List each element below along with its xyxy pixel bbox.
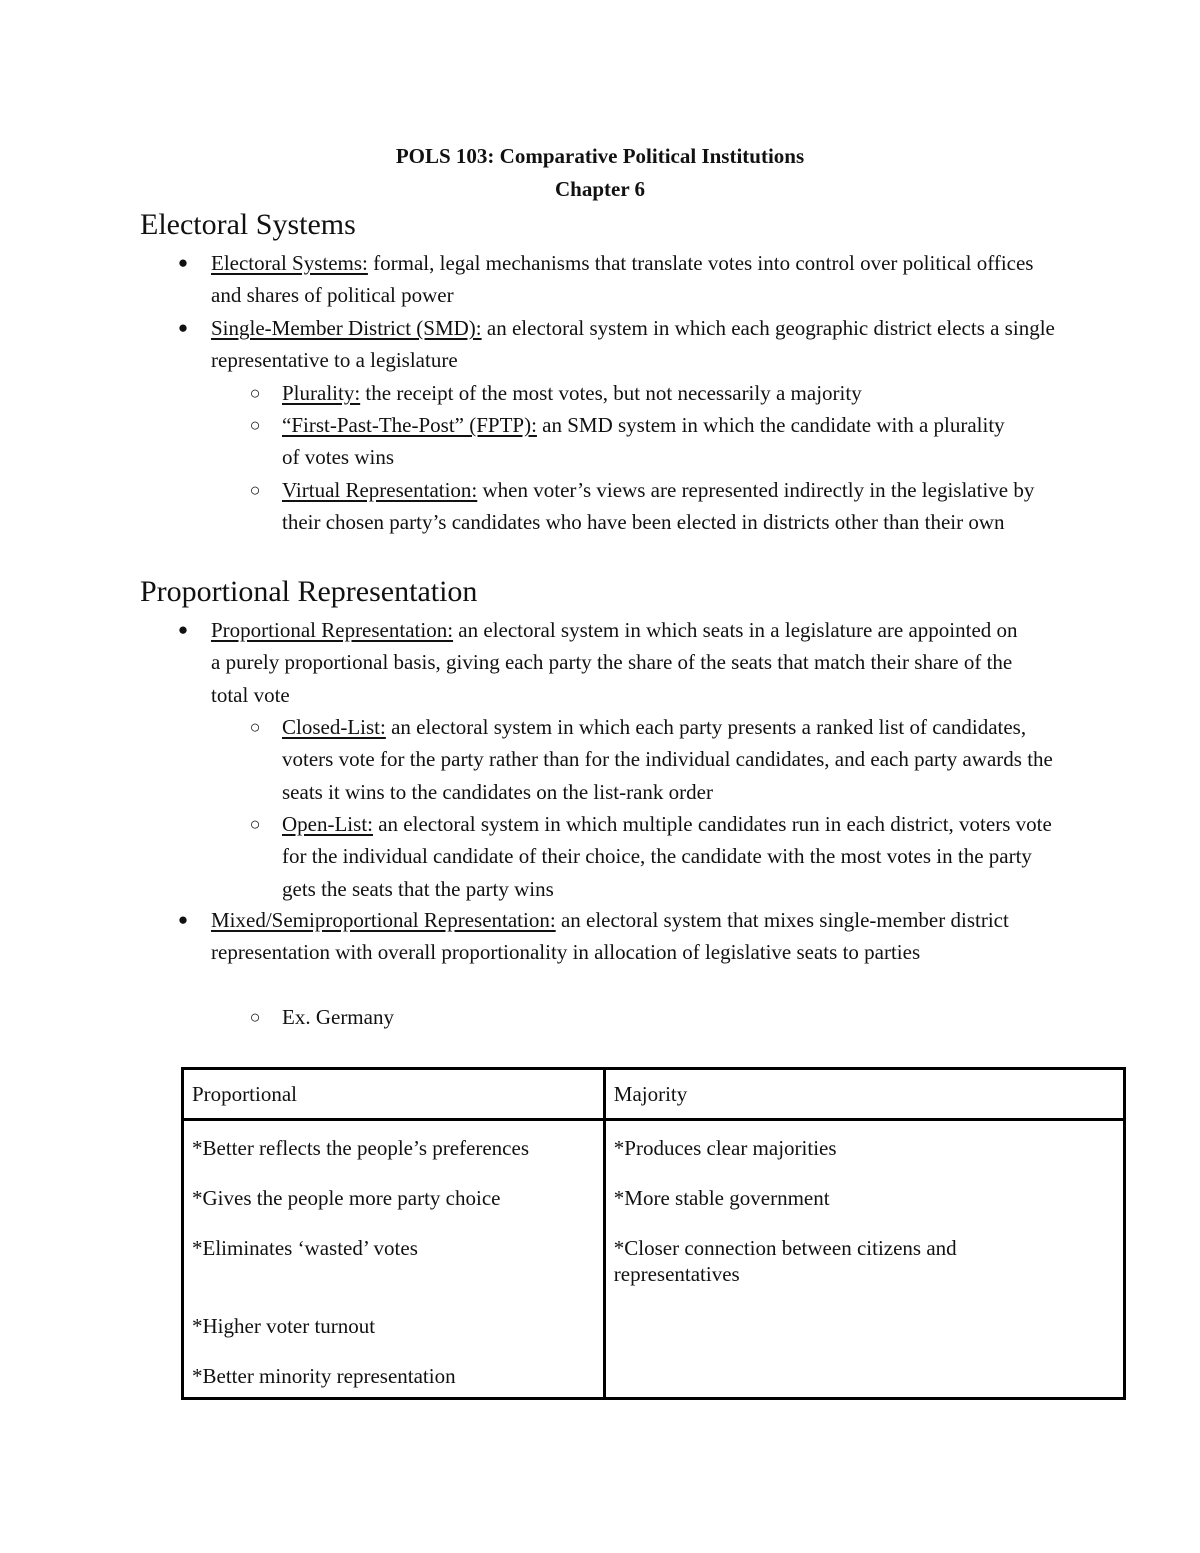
hollow-bullet-icon: ○ — [249, 480, 261, 500]
definition-electoral-systems — [211, 247, 1061, 312]
definition-closed-list — [282, 711, 1062, 808]
term: “First-Past-The-Post” (FPTP): — [282, 413, 537, 437]
definition-virtual-representation — [282, 474, 1042, 539]
table-header-proportional: Proportional — [183, 1069, 605, 1120]
definition-text: an electoral system in which seats in a legislature are appointed on a purely proportional basis, giving each party the share of the seats that match their share of the total vote — [211, 618, 1018, 707]
chapter-title: Chapter 6 — [554, 177, 646, 201]
definition-smd — [211, 312, 1061, 377]
example-germany: Ex. Germany — [282, 1005, 394, 1029]
table-row — [183, 1120, 1125, 1399]
definition-proportional-representation — [211, 614, 1021, 711]
term: Proportional Representation: — [211, 618, 454, 642]
term: Plurality: — [282, 381, 361, 405]
list-item: *Produces clear majorities — [613, 1136, 837, 1160]
definition-fptp — [282, 409, 1022, 474]
definition-text: an electoral system in which multiple candidates run in each district, voters vote for the individual candidate of their choice, the candidate with the most votes in the party gets the seats that the party wins — [282, 812, 1052, 901]
hollow-bullet-icon: ○ — [249, 717, 261, 737]
bullet-icon: ● — [177, 318, 189, 337]
course-title: POLS 103: Comparative Political Institutions — [395, 144, 805, 168]
list-item: *More stable government — [613, 1186, 830, 1210]
list-item: *Eliminates ‘wasted’ votes — [192, 1236, 418, 1260]
definition-text: an electoral system in which each party presents a ranked list of candidates, voters vote for the party rather than for the individual candidates, and each party awards the seats it wins to the candidates on the list-rank order — [282, 715, 1053, 804]
list-item: *Better reflects the people’s preferences — [192, 1136, 529, 1160]
table-header-majority: Majority — [604, 1069, 1124, 1120]
bullet-icon: ● — [177, 253, 189, 272]
list-item: *Closer connection between citizens and representatives — [613, 1236, 957, 1286]
definition-text: an electoral system that mixes single-member district representation with overall proportionality in allocation of legislative seats to parties — [211, 908, 1009, 965]
bullet-icon: ● — [177, 910, 189, 929]
hollow-bullet-icon: ○ — [249, 1007, 261, 1027]
hollow-bullet-icon: ○ — [249, 814, 261, 834]
hollow-bullet-icon: ○ — [249, 383, 261, 403]
list-item: *Gives the people more party choice — [192, 1186, 501, 1210]
definition-mixed-representation — [211, 904, 1051, 969]
definition-text: when voter’s views are represented indirectly in the legislative by their chosen party’s candidates who have been elected in districts other than their own — [282, 478, 1035, 535]
hollow-bullet-icon: ○ — [249, 415, 261, 435]
comparison-table — [181, 1067, 1126, 1400]
term: Open-List: — [282, 812, 373, 836]
heading-electoral-systems: Electoral Systems — [140, 208, 356, 241]
proportional-advantages-cell — [183, 1120, 605, 1399]
term: Mixed/Semiproportional Representation: — [211, 908, 556, 932]
term: Electoral Systems: — [211, 251, 368, 275]
definition-open-list — [282, 808, 1052, 905]
definition-text: an electoral system in which each geographic district elects a single representative to a legislature — [211, 316, 1055, 373]
term: Closed-List: — [282, 715, 386, 739]
bullet-icon: ● — [177, 620, 189, 639]
term: Single-Member District (SMD): — [211, 316, 482, 340]
definition-text: formal, legal mechanisms that translate votes into control over political offices and shares of political power — [211, 251, 1034, 308]
term: Virtual Representation: — [282, 478, 478, 502]
list-item: *Higher voter turnout — [192, 1314, 376, 1338]
table-header-row — [183, 1069, 1125, 1120]
definition-text: an SMD system in which the candidate with a plurality of votes wins — [282, 413, 1005, 470]
majority-advantages-cell — [604, 1120, 1124, 1399]
definition-plurality — [282, 377, 1072, 409]
heading-proportional-representation: Proportional Representation — [140, 575, 478, 608]
definition-text: the receipt of the most votes, but not necessarily a majority — [360, 381, 862, 405]
list-item: *Better minority representation — [192, 1364, 456, 1388]
